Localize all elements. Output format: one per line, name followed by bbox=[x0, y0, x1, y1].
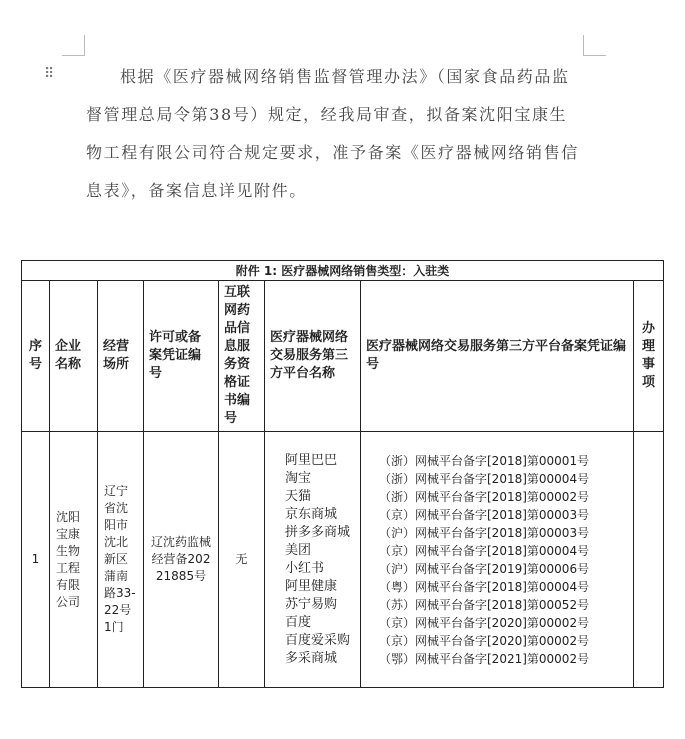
platform-record-code: （京）网械平台备字[2018]第00004号 bbox=[379, 543, 590, 558]
platform-name: 阿里巴巴 bbox=[285, 452, 338, 468]
cell-platform-records bbox=[361, 432, 634, 688]
header-seq: 序号 bbox=[22, 281, 50, 432]
header-address: 经营场所 bbox=[98, 281, 144, 432]
header-internet-cert: 互联网药品信息服务资格证书编号 bbox=[219, 281, 265, 432]
platform-name: 百度 bbox=[285, 614, 312, 630]
platform-record-code: （京）网械平台备字[2018]第00003号 bbox=[379, 507, 590, 522]
record-table bbox=[21, 260, 664, 688]
cell-company: 沈阳宝康生物工程有限公司 bbox=[50, 432, 98, 688]
cell-internet-cert: 无 bbox=[219, 432, 265, 688]
platform-name: 淘宝 bbox=[285, 470, 312, 486]
platform-record-code: （苏）网械平台备字[2018]第00052号 bbox=[379, 597, 590, 612]
table-title: 附件 1: 医疗器械网络销售类型：入驻类 bbox=[22, 261, 664, 281]
platform-list bbox=[265, 452, 360, 668]
cell-matter bbox=[634, 432, 664, 688]
platform-record-code: （京）网械平台备字[2020]第00002号 bbox=[379, 633, 590, 648]
platform-record-code: （浙）网械平台备字[2018]第00001号 bbox=[379, 453, 590, 468]
platform-name: 苏宁易购 bbox=[285, 596, 338, 612]
cell-address: 辽宁省沈阳市沈北新区蒲南路33-22号1门 bbox=[98, 432, 144, 688]
table-row bbox=[22, 432, 664, 688]
platform-name: 阿里健康 bbox=[285, 578, 338, 594]
page-corner-mark-left bbox=[62, 35, 85, 56]
header-matter: 办理事项 bbox=[634, 281, 664, 432]
platform-record-code: （鄂）网械平台备字[2021]第00002号 bbox=[379, 651, 590, 666]
platform-name: 百度爱采购 bbox=[285, 632, 351, 648]
cell-license: 辽沈药监械经营备20221885号 bbox=[144, 432, 219, 688]
platform-name: 拼多多商城 bbox=[285, 524, 351, 540]
header-company: 企业名称 bbox=[50, 281, 98, 432]
header-platform-record: 医疗器械网络交易服务第三方平台备案凭证编号 bbox=[361, 281, 634, 432]
platform-record-list bbox=[361, 452, 633, 668]
cell-seq: 1 bbox=[22, 432, 50, 688]
platform-record-code: （粤）网械平台备字[2018]第00004号 bbox=[379, 579, 590, 594]
drag-handle-icon[interactable]: ⠿ bbox=[44, 66, 54, 82]
platform-name: 多采商城 bbox=[285, 650, 338, 666]
platform-name: 京东商城 bbox=[285, 506, 338, 522]
platform-record-code: （京）网械平台备字[2020]第00002号 bbox=[379, 615, 590, 630]
platform-record-code: （沪）网械平台备字[2018]第00003号 bbox=[379, 525, 590, 540]
platform-record-code: （浙）网械平台备字[2018]第00002号 bbox=[379, 489, 590, 504]
notice-paragraph: 根据《医疗器械网络销售监督管理办法》（国家食品药品监督管理总局令第38号）规定，经我局审查，拟备案沈阳宝康生物工程有限公司符合规定要求，准予备案《医疗器械网络销售信息表》，备案信息详见附件。 bbox=[86, 67, 579, 200]
cell-platforms bbox=[265, 432, 361, 688]
header-platform: 医疗器械网络交易服务第三方平台名称 bbox=[265, 281, 361, 432]
page-corner-mark-right bbox=[583, 35, 606, 56]
header-license: 许可或备案凭证编号 bbox=[144, 281, 219, 432]
platform-name: 小红书 bbox=[285, 560, 325, 576]
platform-record-code: （沪）网械平台备字[2019]第00006号 bbox=[379, 561, 590, 576]
platform-record-code: （浙）网械平台备字[2018]第00004号 bbox=[379, 471, 590, 486]
platform-name: 美团 bbox=[285, 542, 312, 558]
platform-name: 天猫 bbox=[285, 488, 312, 504]
